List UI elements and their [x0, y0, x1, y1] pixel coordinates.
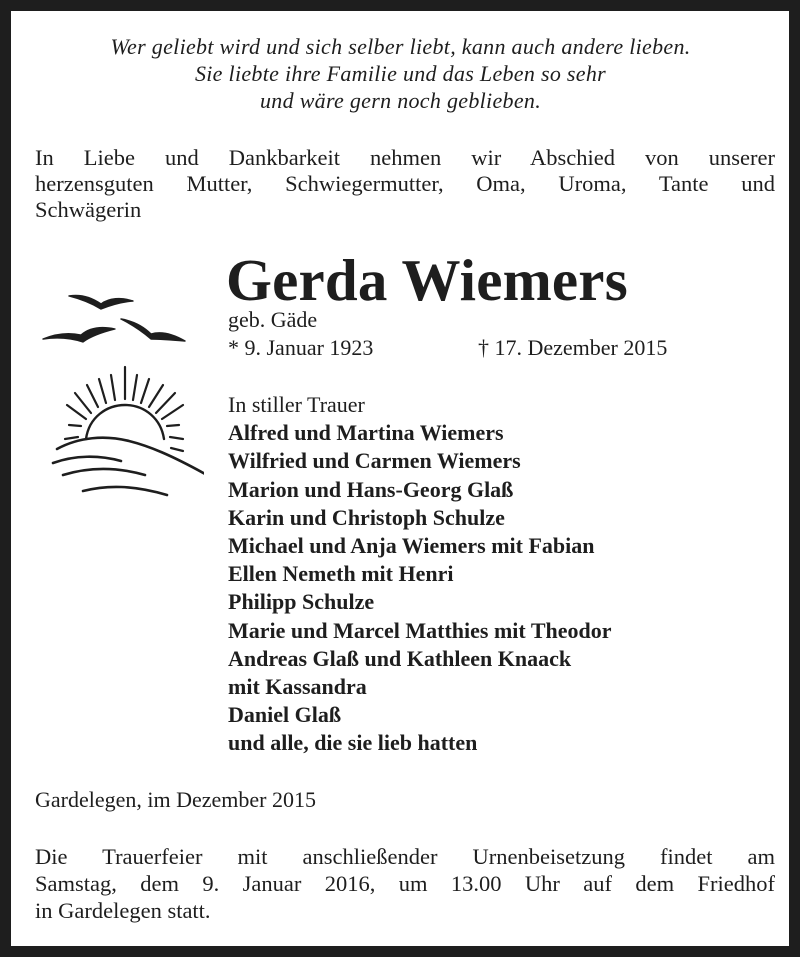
deceased-name: Gerda Wiemers	[226, 247, 628, 313]
motto-line: Wer geliebt wird und sich selber liebt, kann auch andere lieben.	[110, 34, 691, 59]
seagulls-icon	[43, 295, 185, 342]
mourners-list	[228, 391, 612, 758]
motto-quote	[27, 33, 774, 114]
intro-line: herzensguten Mutter, Schwiegermutter, Oma, Uroma, Tante und	[35, 171, 775, 196]
mourner-entry: Andreas Glaß und Kathleen Knaack	[228, 645, 572, 671]
mourner-entry: und alle, die sie lieb hatten	[228, 730, 478, 756]
mourner-entry: Wilfried und Carmen Wiemers	[228, 448, 521, 474]
funeral-line: Samstag, dem 9. Januar 2016, um 13.00 Uhr auf dem Friedhof	[35, 871, 775, 896]
funeral-announcement	[35, 843, 775, 924]
intro-line: Schwägerin	[35, 197, 142, 222]
mourner-entry: Karin und Christoph Schulze	[228, 504, 505, 530]
mourner-entry: Ellen Nemeth mit Henri	[228, 561, 454, 587]
mourner-entry: Philipp Schulze	[228, 589, 375, 615]
motto-line: und wäre gern noch geblieben.	[260, 88, 541, 113]
death-date: † 17. Dezember 2015	[478, 335, 668, 360]
birth-name: geb. Gäde	[228, 307, 318, 332]
intro-line: In Liebe und Dankbarkeit nehmen wir Abschied von unserer	[35, 145, 775, 170]
funeral-line: in Gardelegen statt.	[35, 898, 211, 923]
farewell-intro	[35, 145, 775, 223]
place-and-date: Gardelegen, im Dezember 2015	[35, 787, 316, 812]
sun-icon	[86, 405, 164, 439]
birth-date: * 9. Januar 1923	[228, 335, 374, 360]
hills-icon	[53, 438, 204, 495]
mourners-lead: In stiller Trauer	[228, 392, 365, 417]
mourner-entry: Marion und Hans-Georg Glaß	[228, 476, 514, 502]
birds-over-setting-sun-icon	[29, 279, 204, 504]
funeral-line: Die Trauerfeier mit anschließender Urnenbeisetzung findet am	[35, 844, 775, 869]
mourner-entry: Alfred und Martina Wiemers	[228, 420, 504, 446]
mourner-entry: Michael und Anja Wiemers mit Fabian	[228, 533, 595, 559]
motto-line: Sie liebte ihre Familie und das Leben so sehr	[194, 61, 607, 86]
mourner-entry: Marie und Marcel Matthies mit Theodor	[228, 617, 612, 643]
mourner-entry: mit Kassandra	[228, 674, 367, 700]
mourner-entry: Daniel Glaß	[228, 702, 342, 728]
